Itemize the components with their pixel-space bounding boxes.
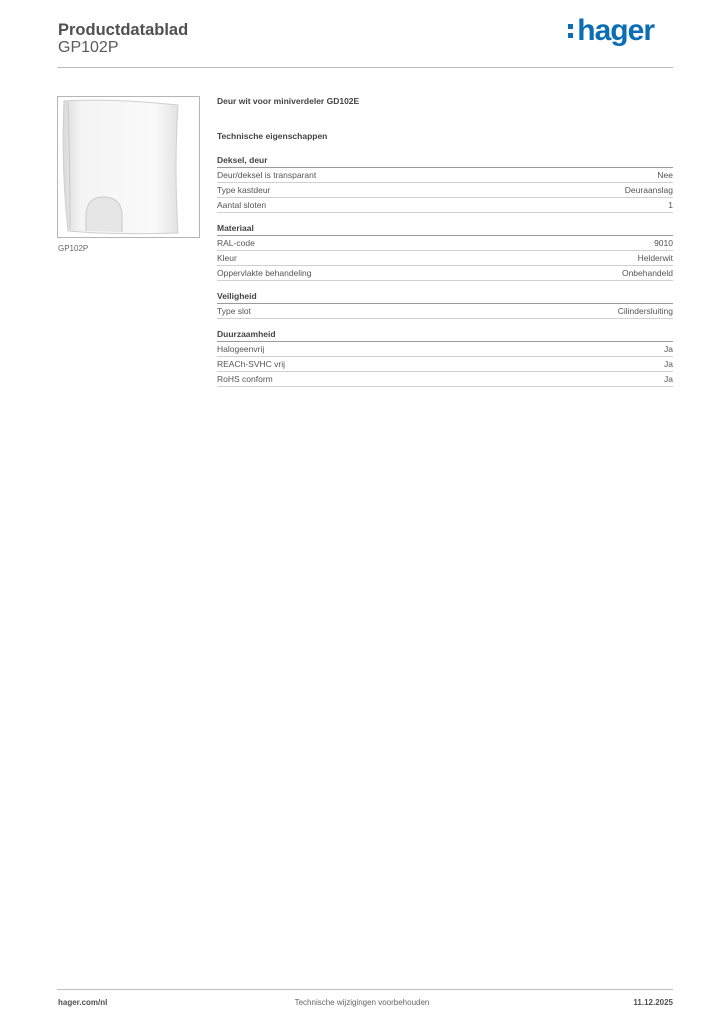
spec-value: Cilindersluiting — [617, 306, 673, 316]
spec-label: RAL-code — [217, 238, 255, 248]
product-code: GP102P — [58, 39, 119, 56]
header-divider — [57, 67, 673, 68]
spec-value: Onbehandeld — [621, 268, 673, 278]
spec-label: Oppervlakte behandeling — [217, 268, 312, 278]
spec-group-deksel — [217, 155, 673, 213]
door-product-icon — [58, 97, 199, 237]
product-image — [57, 96, 200, 238]
spec-value: Nee — [657, 170, 673, 180]
spec-row — [217, 251, 673, 266]
spec-label: RoHS conform — [217, 374, 273, 384]
spec-value: Ja — [664, 359, 673, 369]
page-title: Productdatablad — [58, 21, 189, 39]
spec-value: Ja — [664, 374, 673, 384]
footer-website-link[interactable]: hager.com/nl — [58, 998, 108, 1007]
spec-label: Type slot — [217, 306, 252, 316]
spec-value: 1 — [668, 200, 673, 210]
spec-row — [217, 372, 673, 387]
spec-value: Deuraanslag — [624, 185, 673, 195]
spec-label: Kleur — [217, 253, 237, 263]
logo-dots-icon — [568, 21, 574, 41]
spec-value: 9010 — [654, 238, 673, 248]
spec-row — [217, 198, 673, 213]
spec-row — [217, 183, 673, 198]
spec-row — [217, 266, 673, 281]
footer-disclaimer: Technische wijzigingen voorbehouden — [294, 998, 430, 1007]
spec-group-duurzaamheid — [217, 329, 673, 387]
spec-content — [217, 96, 673, 387]
spec-label: Type kastdeur — [217, 185, 271, 195]
spec-label: Deur/deksel is transparant — [217, 170, 317, 180]
spec-row — [217, 168, 673, 183]
section-heading: Technische eigenschappen — [217, 131, 328, 141]
image-caption: GP102P — [58, 244, 89, 253]
spec-group-materiaal — [217, 223, 673, 281]
spec-row — [217, 304, 673, 319]
product-description: Deur wit voor miniverdeler GD102E — [217, 96, 360, 106]
group-title: Materiaal — [217, 223, 673, 236]
spec-value: Ja — [664, 344, 673, 354]
footer-divider — [57, 989, 673, 990]
spec-value: Helderwit — [637, 253, 673, 263]
spec-group-veiligheid — [217, 291, 673, 319]
footer-date: 11.12.2025 — [633, 998, 673, 1007]
group-title: Veiligheid — [217, 291, 673, 304]
spec-row — [217, 342, 673, 357]
group-title: Deksel, deur — [217, 155, 673, 168]
spec-label: Halogeenvrij — [217, 344, 265, 354]
spec-row — [217, 236, 673, 251]
group-title: Duurzaamheid — [217, 329, 673, 342]
spec-label: REACh-SVHC vrij — [217, 359, 286, 369]
hager-logo — [568, 14, 654, 48]
spec-row — [217, 357, 673, 372]
spec-label: Aantal sloten — [217, 200, 267, 210]
logo-text: hager — [577, 14, 654, 47]
